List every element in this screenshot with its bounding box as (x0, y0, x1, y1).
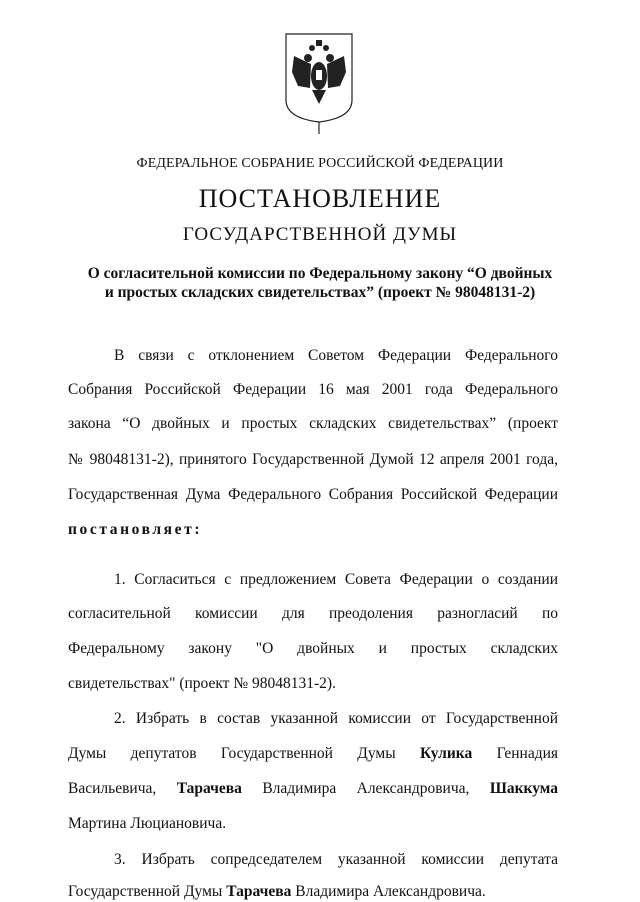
item2-line-1: 2. Избрать в состав указанной комиссии от Государственной (114, 710, 558, 727)
preamble-line-1: В связи с отклонением Советом Федерации Федерального (114, 347, 558, 364)
item3-line-2-end: Владимира Александровича. (295, 883, 486, 900)
preamble-line-3: закона “О двойных и простых складских свидетельствах” (проект (68, 415, 558, 432)
preamble-line-4: № 98048131-2), принятого Государственной Думой 12 апреля 2001 года, (68, 451, 558, 468)
item2-line-3 (68, 779, 558, 799)
subject-line-1: О согласительной комиссии по Федеральному закону “О двойных (87, 265, 553, 282)
deputy-name-kulik: Кулика (419, 745, 473, 762)
subject-line-2: и простых складских свидетельствах” (проект № 98048131-2) (104, 284, 536, 301)
decree-line (68, 520, 558, 540)
state-emblem-icon (276, 26, 362, 138)
item2-line-2 (68, 744, 558, 764)
document-subtitle: ГОСУДАРСТВЕННОЙ ДУМЫ (182, 224, 458, 245)
decree-word: постановляет: (68, 521, 203, 538)
item1-line-3: Федеральному закону "О двойных и простых складских (68, 640, 558, 657)
item2-line-3-mid: Владимира Александровича, (262, 780, 470, 797)
item2-line-3-start: Васильевича, (68, 780, 157, 797)
deputy-name-tarachev-cochair: Тарачева (226, 883, 292, 900)
document-title: ПОСТАНОВЛЕНИЕ (198, 184, 442, 213)
item1-line-4: свидетельствах" (проект № 98048131-2). (68, 675, 336, 692)
item3-line-2 (68, 882, 558, 902)
preamble-line-2: Собрания Российской Федерации 16 мая 2001 года Федерального (68, 381, 558, 398)
item2-line-4: Мартина Люциановича. (68, 815, 227, 832)
item1-line-2: согласительной комиссии для преодоления разногласий по (68, 605, 558, 622)
item2-line-2-end: Геннадия (496, 745, 559, 762)
preamble-line-5: Государственная Дума Федерального Собрания Российской Федерации (68, 486, 558, 503)
item1-line-1: 1. Согласиться с предложением Совета Федерации о создании (114, 571, 558, 588)
deputy-name-shakkum: Шаккума (489, 780, 558, 797)
org-heading: ФЕДЕРАЛЬНОЕ СОБРАНИЕ РОССИЙСКОЙ ФЕДЕРАЦИИ (136, 156, 504, 171)
item2-line-2-text: Думы депутатов Государственной Думы (68, 745, 396, 762)
deputy-name-tarachev: Тарачева (176, 780, 242, 797)
document-subject (60, 264, 580, 302)
item3-line-1: 3. Избрать сопредседателем указанной комиссии депутата (114, 851, 558, 868)
item3-line-2-start: Государственной Думы (68, 883, 223, 900)
